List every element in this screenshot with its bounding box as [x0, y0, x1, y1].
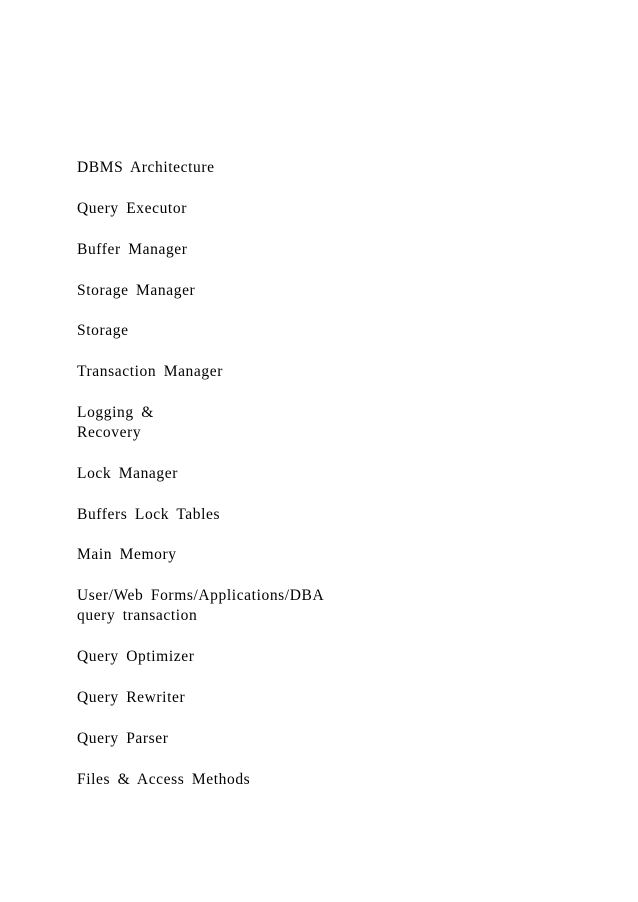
- text-main-memory: Main Memory: [77, 546, 177, 563]
- text-storage: Storage: [77, 322, 129, 339]
- text-buffer-manager: Buffer Manager: [77, 241, 188, 258]
- text-user-web-forms: User/Web Forms/Applications/DBA query transaction: [77, 587, 325, 624]
- text-query-rewriter: Query Rewriter: [77, 689, 186, 706]
- text-query-optimizer: Query Optimizer: [77, 648, 195, 665]
- text-logging-recovery: Logging & Recovery: [77, 404, 154, 441]
- text-lock-manager: Lock Manager: [77, 465, 179, 482]
- text-transaction-manager: Transaction Manager: [77, 363, 223, 380]
- title-dbms-architecture: DBMS Architecture: [77, 159, 215, 176]
- text-buffers-lock-tables: Buffers Lock Tables: [77, 506, 221, 523]
- text-query-executor: Query Executor: [77, 200, 187, 217]
- text-storage-manager: Storage Manager: [77, 282, 196, 299]
- text-files-access-methods: Files & Access Methods: [77, 771, 251, 788]
- text-query-parser: Query Parser: [77, 730, 169, 747]
